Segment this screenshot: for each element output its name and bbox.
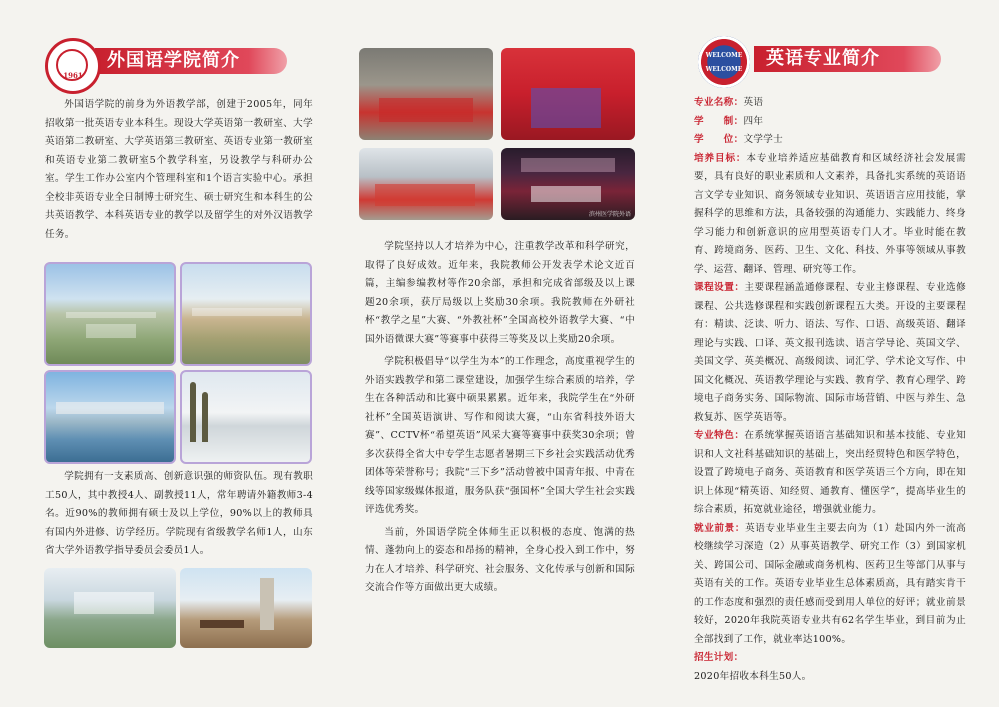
seal-year: 1961 [63, 71, 83, 80]
faculty-section [45, 468, 313, 561]
study-years-label: 学 制： [694, 115, 744, 127]
left-header [45, 38, 325, 78]
major-features [694, 427, 966, 520]
stage-performance-photo-1 [501, 48, 635, 140]
study-years-row [694, 113, 966, 132]
employment-prospects [694, 520, 966, 650]
photo-caption: 滨州医学院外语 [588, 211, 631, 218]
study-years-value: 四年 [743, 115, 764, 127]
training-goal [694, 150, 966, 280]
major-name-row [694, 94, 966, 113]
employment-label: 就业前景： [694, 522, 746, 534]
training-goal-text: 本专业培养适应基础教育和区域经济社会发展需要，具有良好的职业素质和人文素养，具备扎实系统的英语语言文学专业知识、商务领域专业知识、英语语言应用技能，掌握科学的思维和方法，具备较强的沟通能力、实践能力、终身学习能力和创新意识的应用型英语专门人才。毕业时能在教育、跨境商务、医药、卫生、文化、科技、外事等领域从事教学、运营、翻译、管理、研究等工作。 [694, 152, 966, 275]
campus-garden-photo [180, 262, 312, 366]
enrollment-plan-label: 招生计划： [694, 652, 744, 663]
degree-row [694, 131, 966, 150]
campus-aerial-photo [44, 262, 176, 366]
left-title: 外国语学院简介 [95, 48, 287, 74]
right-header [698, 36, 988, 76]
employment-text: 英语专业毕业生主要去向为（1）赴国内外一流高校继续学习深造（2）从事英语教学、研究工作（3）到国家机关、跨国公司、国际金融或商务机构、医药卫生等部门从事与英语有关的工作。英语专业毕业生总体素质高，具有踏实肯干的工作态度和强烈的责任感而受到用人单位的好评；就业前景较好，2020年我院英语专业共有62名学生毕业，到目前为止全部找到了工作，就业率达100%。 [694, 522, 967, 645]
student-activities-text: 学院积极倡导“以学生为本”的工作理念，高度重视学生的外语实践教学和第二课堂建设，加强学生综合素质的培养，学生在各种活动和比赛中硕果累累。近年来，我院学生在“外研社杯”全国英语演讲、写作和阅读大赛，“山东省科技外语大赛”、CCTV杯“希望英语”风采大赛等赛事中获奖30余项；曾多次获得全省大中专学生志愿者暑期三下乡社会实践活动优秀团体等荣誉称号；我院“三下乡”活动曾被中国青年报、中青在线等国家级媒体报道，服务队获“强国杯”全国大学生社会实践评选优秀奖。 [365, 356, 635, 515]
research-section [365, 238, 635, 598]
outlook-text: 当前，外国语学院全体师生正以积极的态度、饱满的热情、蓬勃向上的姿态和昂扬的精神，全身心投入到工作中，努力在人才培养、科学研究、社会服务、文化传承与创新和国际交流合作等方面做出更大成绩。 [365, 526, 635, 593]
curriculum [694, 279, 966, 427]
stage-performance-photo-2 [501, 148, 635, 220]
major-name-label: 专业名称： [694, 97, 744, 108]
welcome-top: WELCOME [705, 52, 743, 59]
campus-bench-photo [180, 568, 312, 648]
left-column [0, 0, 333, 707]
university-seal-logo [45, 38, 101, 94]
students-group-photo-2 [359, 148, 493, 220]
curriculum-text: 主要课程涵盖通修课程、专业主修课程、专业选修课程、公共选修课程和实践创新课程五大类。开设的主要课程有：精读、泛读、听力、语法、写作、口语、高级英语、翻译理论与实践、口译、英文报刊选读、语言学导论、英国文学、美国文学、英美概况、高级阅读、词汇学、学术论文写作、中国文化概况、英语教学理论与实践、教育学、教育心理学、跨境电子商务实务、国际物流、国际市场营销、中医与养生、急救复苏、医学英语等。 [694, 282, 966, 423]
campus-lake-photo [44, 370, 176, 464]
students-group-photo-1 [359, 48, 493, 140]
major-features-text: 在系统掌握英语语言基础知识和基本技能、专业知识和人文社科基础知识的基础上，突出经贸特色和医学特色，设置了跨境电子商务、英语教育和医学英语三个方向，即在知识上体现“精英语、知经贸、通教育、懂医学”，提高毕业生的综合素质，拓宽就业途径，增强就业能力。 [694, 430, 966, 515]
right-title: 英语专业简介 [754, 46, 941, 72]
welcome-badge-logo [698, 36, 750, 88]
degree-value: 文学学士 [743, 134, 784, 145]
research-text: 学院坚持以人才培养为中心，注重教学改革和科学研究，取得了良好成效。近年来，我院教师公开发表学术论文近百篇，主编参编教材等作20余部，承担和完成省部级及以上课题20余项，获厅局级以上奖励30余项。我院教师在外研社杯“教学之星”大赛、“外教社杯”全国高校外语教学大赛、“中国外语微课大赛”等赛事中获得三等奖及以上奖励20余项。 [365, 241, 635, 345]
college-intro [45, 96, 313, 244]
campus-snow-photo [180, 370, 312, 464]
curriculum-label: 课程设置： [694, 282, 745, 293]
major-info [694, 94, 966, 686]
major-name-value: 英语 [743, 97, 764, 108]
welcome-bottom: WELCOME [705, 66, 743, 73]
training-goal-label: 培养目标： [694, 152, 747, 164]
campus-building-photo [44, 568, 176, 648]
right-column [666, 0, 999, 707]
enrollment-plan [694, 649, 966, 686]
faculty-text: 学院拥有一支素质高、创新意识强的师资队伍。现有教职工50人，其中教授4人、副教授11人，常年聘请外籍教师3-4名。近90%的教师拥有硕士及以上学位，90%以上的教师具有国内外进修、访学经历。学院现有省级教学名师1人，山东省大学外语教学指导委员会委员1人。 [45, 471, 313, 556]
enrollment-plan-text: 2020年招收本科生50人。 [694, 670, 812, 682]
middle-column [333, 0, 666, 707]
college-intro-text: 外国语学院的前身为外语教学部，创建于2005年，同年招收第一批英语专业本科生。现设大学英语第一教研室、大学英语第二教研室、大学英语第三教研室、英语专业第一教研室和英语专业第二教研室5个教学科室，另设教学与科研办公室。学生工作办公室内个管理科室和1个语言实验中心。承担全校非英语专业全日制博士研究生、硕士研究生和本科生的公共英语教学、本科英语专业的教学以及留学生的对外汉语教学任务。 [45, 99, 313, 240]
degree-label: 学 位： [694, 134, 744, 145]
major-features-label: 专业特色： [694, 430, 745, 441]
